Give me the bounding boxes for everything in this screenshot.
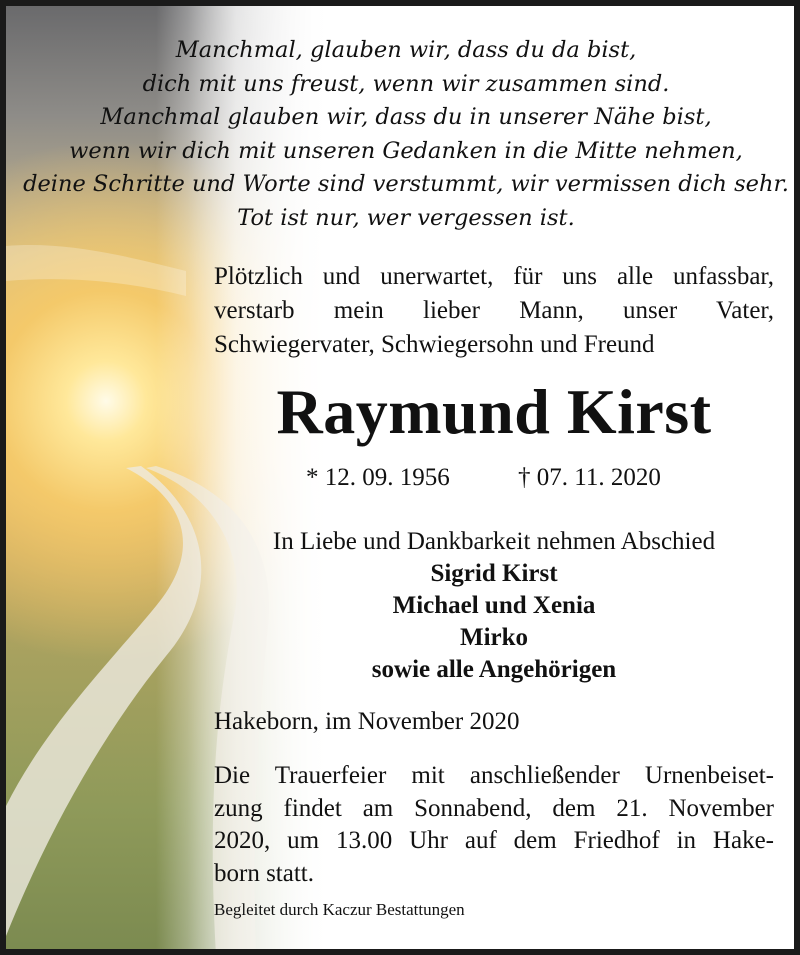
funeral-line: born statt. [214, 859, 314, 887]
intro-line: Plötzlich und unerwartet, für uns alle unfassbar, [214, 263, 774, 290]
funeral-info [214, 760, 774, 890]
poem-line: Tot ist nur, wer vergessen ist. [237, 204, 575, 231]
intro-line: Schwiegervater, Schwiegersohn und Freund [214, 331, 655, 358]
funeral-line: Die Trauerfeier mit anschließender Urnenbeiset- [214, 762, 774, 789]
funeral-line: 2020, um 13.00 Uhr auf dem Friedhof in Hake- [214, 827, 774, 854]
farewell-line: In Liebe und Dankbarkeit nehmen Abschied [272, 528, 716, 555]
undertaker-credit: Begleitet durch Kaczur Bestattungen [214, 900, 465, 919]
mourners-block [214, 526, 774, 686]
birth-date: * 12. 09. 1956 [306, 464, 450, 491]
deceased-name: Raymund Kirst [276, 376, 712, 447]
mourner-name: Mirko [459, 624, 529, 651]
poem-line: Manchmal glauben wir, dass du in unserer Nähe bist, [100, 104, 712, 130]
funeral-line: zung findet am Sonnabend, dem 21. November [214, 794, 774, 822]
poem-line: wenn wir dich mit unseren Gedanken in die Mitte nehmen, [69, 137, 743, 164]
intro-line: verstarb mein lieber Mann, unser Vater, [214, 297, 774, 324]
announcement-intro [214, 260, 774, 362]
poem-line: Manchmal, glauben wir, dass du da bist, [175, 37, 637, 63]
memorial-poem [6, 34, 800, 235]
place-date: Hakeborn, im November 2020 [214, 708, 520, 735]
death-date: † 07. 11. 2020 [518, 464, 661, 491]
mourner-name: Michael und Xenia [392, 592, 596, 619]
mourner-name: Sigrid Kirst [430, 560, 558, 587]
mourner-name: sowie alle Angehörigen [371, 656, 617, 683]
poem-line: deine Schritte und Worte sind verstummt, wir vermissen dich sehr. [23, 171, 789, 197]
poem-line: dich mit uns freust, wenn wir zusammen sind. [142, 70, 670, 97]
